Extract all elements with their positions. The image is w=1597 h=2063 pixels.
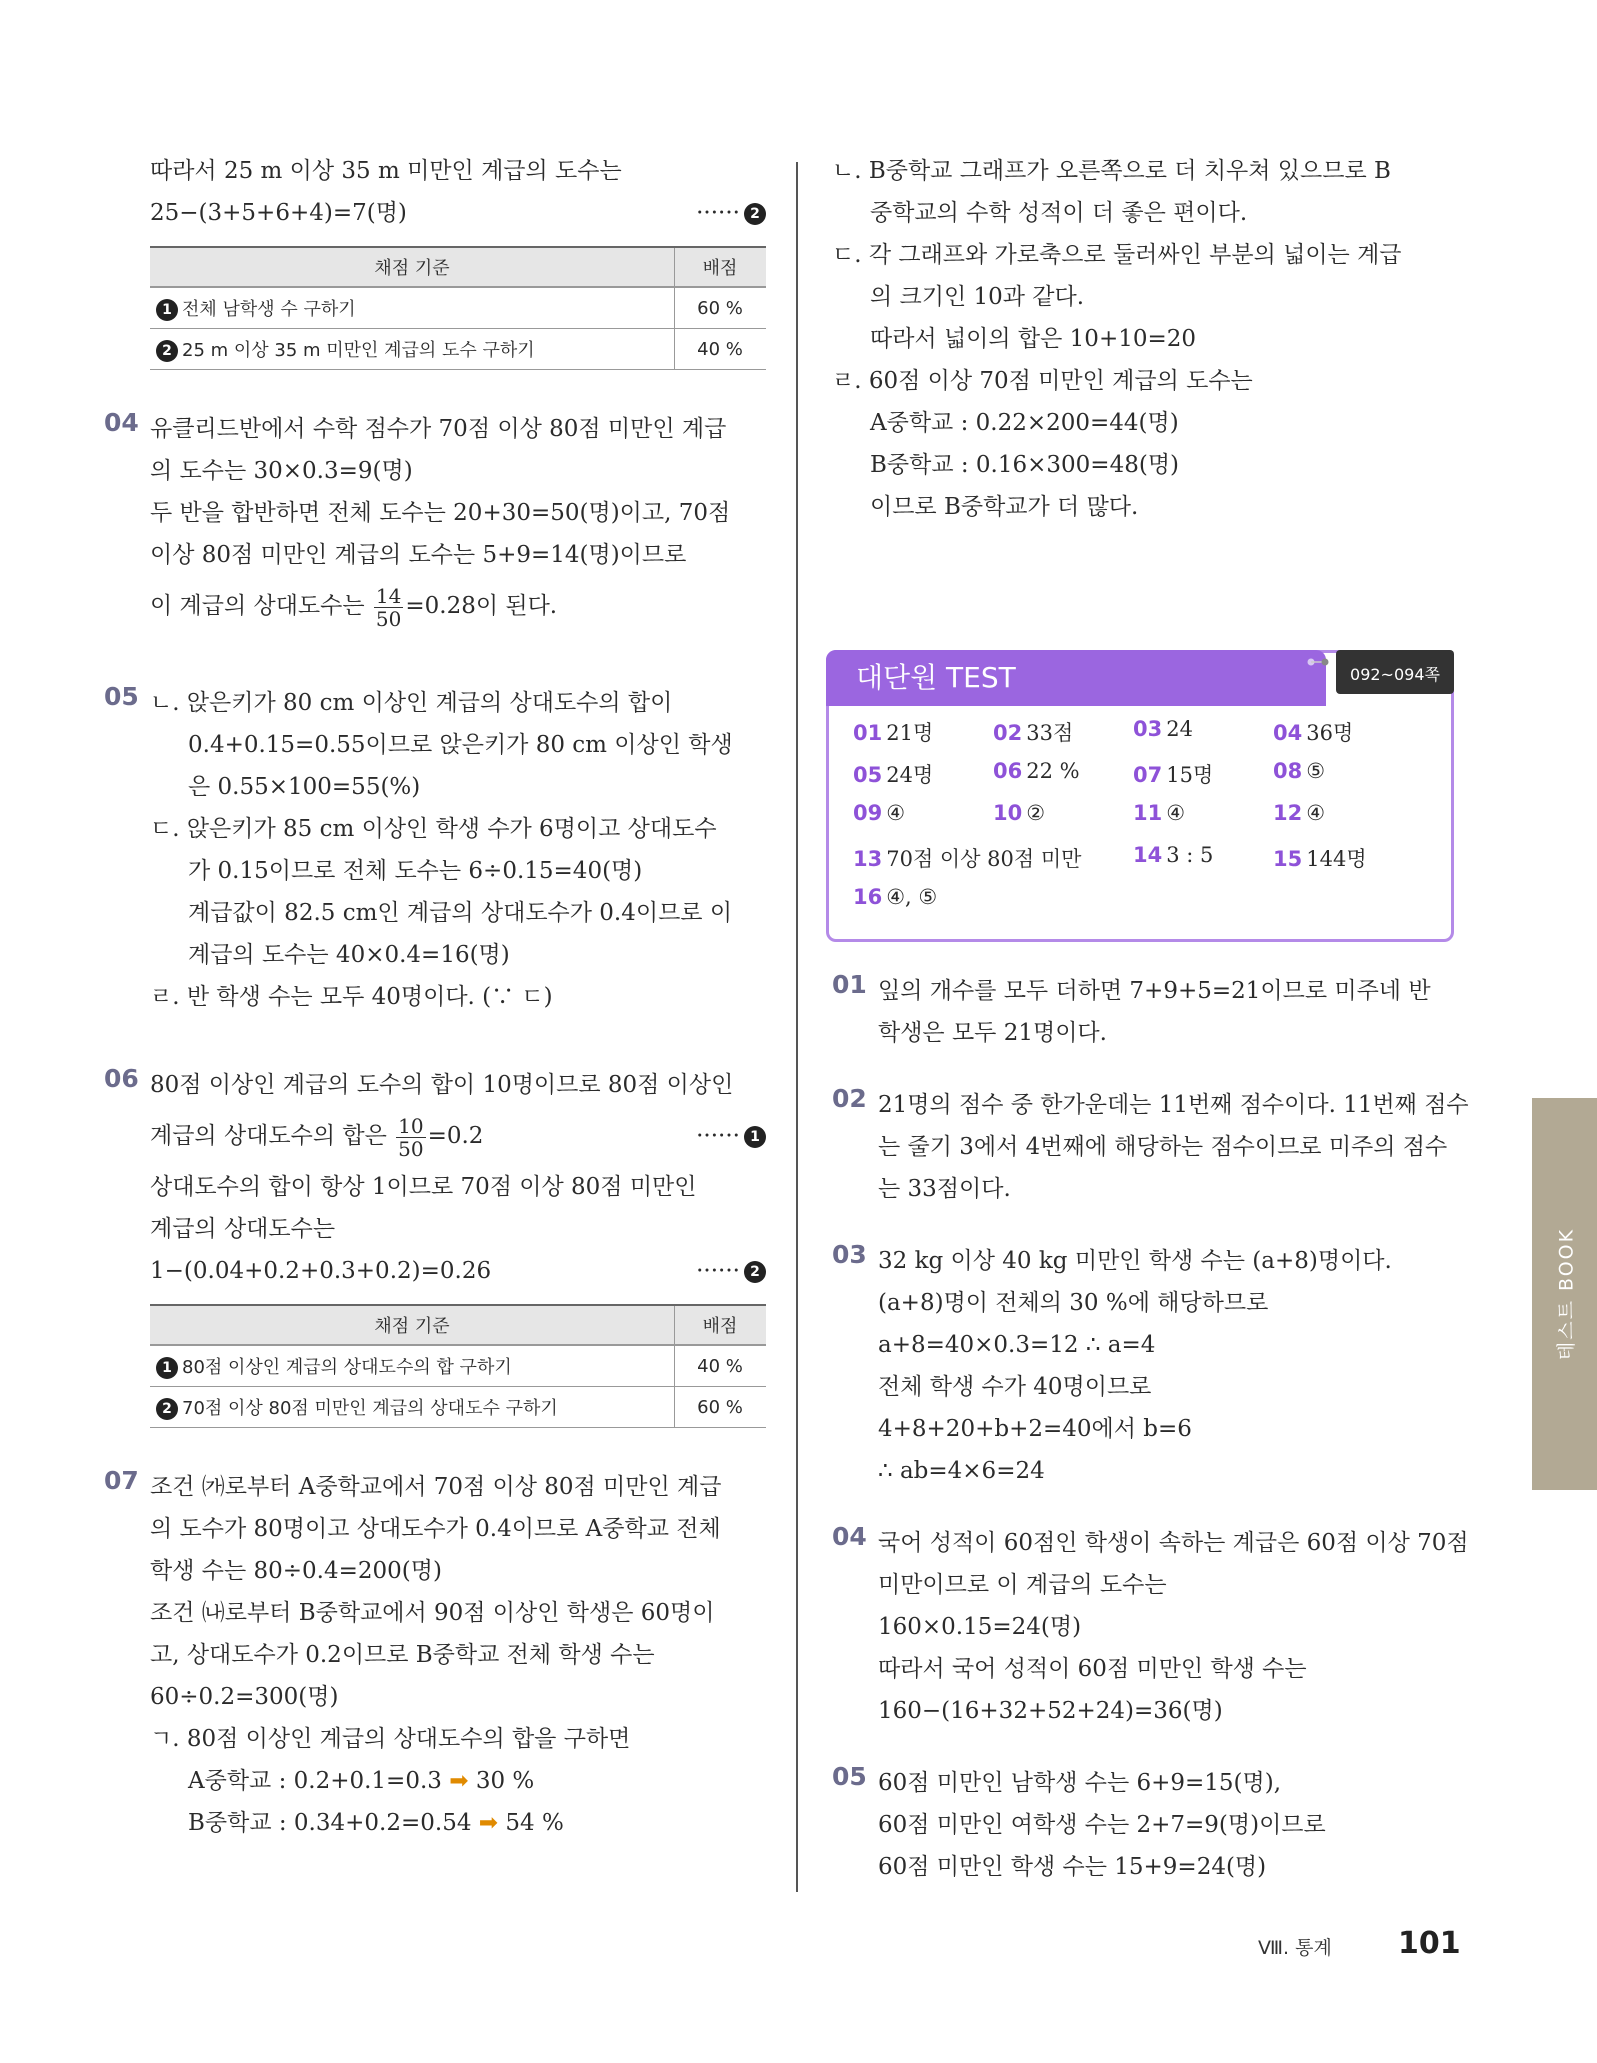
side-tab-test-book[interactable]	[1532, 1098, 1597, 1490]
answer-item	[1133, 717, 1193, 741]
answer-value: ④, ⑤	[886, 885, 938, 909]
answer-number: 03	[1133, 717, 1163, 741]
answer-number: 11	[1133, 801, 1163, 825]
answer-number: 07	[1133, 763, 1163, 787]
question-number: 05	[104, 682, 139, 711]
solution-07: 07 조건 ㈎로부터 A중학교에서 70점 이상 80점 미만인 계급 의 도수가 80명이고 상대도수가 0.4이므로 A중학교 전체 학생 수는 80÷0.4=200(명) 조건 ㈏로부터 B중학교에서 90점 이상인 학생은 60명이 고, 상대도수가 0.2이므로 B중학교 전체 학생 수는 60÷0.2=300(명) ㄱ. 80점 이상인 계급의 상대도수의 합을 구하면 A중학교 : 0.2+0.1=0.3 ➡ 30 % B중학교 : 0.34+0.2=0.54 ➡ 54 %	[104, 1466, 722, 1836]
intro-line-2	[150, 192, 766, 234]
step-2-icon: 2	[156, 1398, 178, 1420]
answer-item	[853, 801, 905, 825]
answer-item	[853, 759, 933, 789]
question-number: 05	[832, 1762, 867, 1791]
solution-05: 05 ㄴ. 앉은키가 80 cm 이상인 계급의 상대도수의 합이 0.4+0.15=0.55이므로 앉은키가 80 cm 이상인 학생 은 0.55×100=55(%) ㄷ. 앉은키가 85 cm 이상인 학생 수가 6명이고 상대도수 가 0.15이므로 전체 도수는 6÷0.15=40(명) 계급값이 82.5 cm인 계급의 상대도수가 0.4이므로 이 계급의 도수는 40×0.4=16(명) ㄹ. 반 학생 수는 모두 40명이다. (∵ ㄷ)	[104, 682, 733, 1010]
solution-04: 04 유클리드반에서 수학 점수가 70점 이상 80점 미만인 계급 의 도수는 30×0.3=9(명) 두 반을 합반하면 전체 도수는 20+30=50(명)이고, 70점 이상 80점 미만인 계급의 도수는 5+9=14(명)이므로 이 계급의 상대도수는 $\frac{14}{50}$ =0.28이 된다.	[104, 408, 731, 631]
step-2-icon: 2	[156, 340, 178, 362]
answer-04: 04 국어 성적이 60점인 학생이 속하는 계급은 60점 이상 70점 미만이므로 이 계급의 도수는 160×0.15=24(명) 따라서 국어 성적이 60점 미만인 학생 수는 160−(16+32+52+24)=36(명)	[832, 1522, 1469, 1724]
answer-item	[993, 717, 1073, 747]
answer-item	[1133, 759, 1213, 789]
arrow-right-icon: ➡	[449, 1768, 469, 1794]
question-number: 03	[832, 1240, 867, 1269]
answer-item	[993, 759, 1080, 783]
solution-06: 06 80점 이상인 계급의 도수의 합이 10명이므로 80점 이상인 계급의 상대도수의 합은 $\frac{10}{50}$ =0.2 ······ 1 상대도수의 합이 항상 1이므로 70점 이상 80점 미만인 계급의 상대도수는 1−(0.04+0.2+0.3+0.2)=0.26 ······ 2 채점 기준 배점 1 80점 이상인 계급의 상대도수의 합 구하기 40 % 2 70점 이상 80점 미만인 계급의 상대도수 구하기 60 %	[150, 1064, 766, 1428]
step-1-icon: 1	[156, 299, 178, 321]
step-marker-2: ······ 2	[696, 1250, 766, 1292]
answer-value: 21명	[886, 721, 934, 745]
intro-line-1: 따라서 25 m 이상 35 m 미만인 계급의 도수는	[150, 158, 622, 184]
answer-value: ④	[1166, 801, 1186, 825]
answer-value: 24	[1166, 717, 1193, 741]
answer-02: 02 21명의 점수 중 한가운데는 11번째 점수이다. 11번째 점수 는 줄기 3에서 4번째에 해당하는 점수이므로 미주의 점수 는 33점이다.	[832, 1084, 1469, 1202]
answer-value: 33점	[1026, 721, 1074, 745]
fraction: $\frac{14}{50}$	[375, 583, 402, 631]
answer-item	[1273, 801, 1325, 825]
intro-equation: 25−(3+5+6+4)=7(명)	[150, 200, 407, 226]
answer-number: 10	[993, 801, 1023, 825]
table-header-criteria: 채점 기준	[150, 247, 675, 287]
answer-item	[1133, 801, 1185, 825]
answer-value: ②	[1026, 801, 1046, 825]
unit-test-answer-box	[826, 650, 1454, 942]
answer-value: ④	[1306, 801, 1326, 825]
arrow-right-icon: ➡	[478, 1810, 499, 1836]
left-column	[104, 150, 766, 1844]
answer-01: 01 잎의 개수를 모두 더하면 7+9+5=21이므로 미주네 반 학생은 모두 21명이다.	[832, 970, 1431, 1046]
answer-value: 15명	[1166, 763, 1214, 787]
answer-item	[853, 843, 1081, 873]
answer-number: 14	[1133, 843, 1163, 867]
answer-05: 05 60점 미만인 남학생 수는 6+9=15(명), 60점 미만인 여학생 수는 2+7=9(명)이므로 60점 미만인 학생 수는 15+9=24(명)	[832, 1762, 1326, 1880]
answer-value: 70점 이상 80점 미만	[886, 847, 1082, 871]
test-title: 대단원 TEST	[826, 650, 1326, 706]
table-row: 2 25 m 이상 35 m 미만인 계급의 도수 구하기 40 %	[150, 329, 766, 370]
side-tab-label: 테스트 BOOK	[1555, 1227, 1577, 1361]
right-column-lower	[832, 970, 1469, 1888]
answer-value: 22 %	[1026, 759, 1080, 783]
question-number: 02	[832, 1084, 867, 1113]
answer-number: 12	[1273, 801, 1303, 825]
table-header-points: 배점	[675, 1305, 767, 1345]
answer-item	[1133, 843, 1213, 867]
table-row: 1 전체 남학생 수 구하기 60 %	[150, 287, 766, 329]
answer-value: 36명	[1306, 721, 1354, 745]
answer-value: 24명	[886, 763, 934, 787]
fraction: $\frac{10}{50}$	[398, 1113, 424, 1161]
answer-number: 04	[1273, 721, 1303, 745]
answer-value: 3 : 5	[1166, 843, 1214, 867]
table-header-criteria: 채점 기준	[150, 1305, 675, 1345]
answer-03: 03 32 kg 이상 40 kg 미만인 학생 수는 (a+8)명이다. (a+8)명이 전체의 30 %에 해당하므로 a+8=40×0.3=12 ∴ a=4 전체 학생 수가 40명이므로 4+8+20+b+2=40에서 b=6 ∴ ab=4×6=24	[832, 1240, 1392, 1484]
answer-number: 16	[853, 885, 883, 909]
question-number: 07	[104, 1466, 139, 1495]
answer-item	[853, 885, 937, 909]
column-divider	[796, 162, 798, 1892]
table-row: 1 80점 이상인 계급의 상대도수의 합 구하기 40 %	[150, 1345, 766, 1387]
footer-chapter: Ⅷ. 통계	[1258, 1937, 1332, 1959]
answer-item	[1273, 717, 1353, 747]
answer-number: 13	[853, 847, 883, 871]
answer-number: 05	[853, 763, 883, 787]
right-column	[832, 150, 1452, 528]
scoring-table-2	[150, 1304, 766, 1428]
question-number: 04	[104, 408, 139, 437]
question-number: 06	[104, 1064, 139, 1093]
answer-value: ⑤	[1306, 759, 1326, 783]
answer-number: 09	[853, 801, 883, 825]
answer-number: 08	[1273, 759, 1303, 783]
table-row: 2 70점 이상 80점 미만인 계급의 상대도수 구하기 60 %	[150, 1387, 766, 1428]
answer-value: ④	[886, 801, 906, 825]
answer-number: 15	[1273, 847, 1303, 871]
step-marker-1: ······ 1	[696, 1106, 766, 1166]
answer-item	[1273, 759, 1325, 783]
answer-value: 144명	[1306, 847, 1367, 871]
table-header-points: 배점	[675, 247, 767, 287]
answer-number: 01	[853, 721, 883, 745]
answer-item	[993, 801, 1045, 825]
scoring-table-1	[150, 246, 766, 370]
answer-number: 06	[993, 759, 1023, 783]
solution-07-continued: ㄴ. B중학교 그래프가 오른쪽으로 더 치우쳐 있으므로 B 중학교의 수학 성적이 더 좋은 편이다. ㄷ. 각 그래프와 가로축으로 둘러싸인 부분의 넓이는 계급 의 크기인 10과 같다. 따라서 넓이의 합은 10+10=20 ㄹ. 60점 이상 70점 미만인 계급의 도수는 A중학교 : 0.22×200=44(명) B중학교 : 0.16×300=48(명) 이므로 B중학교가 더 많다.	[832, 158, 1402, 520]
answer-item	[853, 717, 933, 747]
question-number: 01	[832, 970, 867, 999]
step-marker-2: ······ 2	[696, 192, 766, 234]
question-number: 04	[832, 1522, 867, 1551]
step-1-icon: 1	[156, 1357, 178, 1379]
page-range-badge: 092~094쪽	[1336, 650, 1454, 694]
page-number: 101	[1398, 1926, 1461, 1961]
answer-number: 02	[993, 721, 1023, 745]
pin-icon	[1307, 657, 1329, 667]
answer-item	[1273, 843, 1367, 873]
